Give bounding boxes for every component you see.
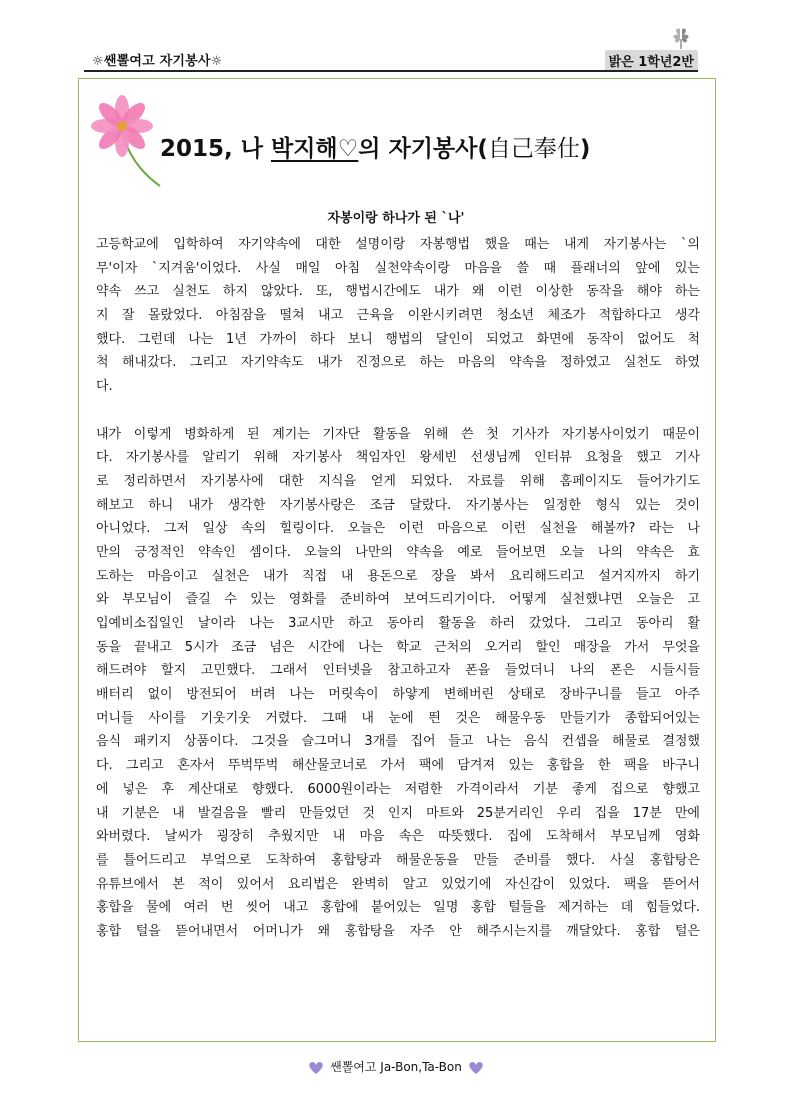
essay-paragraph [96,423,700,944]
header-divider [84,70,698,72]
essay-line: 와버렸다. 날씨가 굉장히 추웠지만 내 마음 속은 따뜻했다. 집에 도착해서 부모님께 영화 [96,829,700,845]
essay-line: 에 넣은 후 계산대로 향했다. 6000원이라는 저렴한 가격이라서 기분 좋게 집으로 향했고 [96,781,700,797]
page-title [160,130,660,163]
heart-right-icon [468,1061,484,1075]
essay-line: 와 부모님이 즐길 수 있는 영화를 준비하여 보여드리기이다. 어떻게 실천했냐면 오늘은 고 [96,592,700,608]
essay-line: 음식 패키지 상품이다. 그것을 슬그머니 3개를 집어 들고 나는 음식 컨셉을 해물로 결정했 [96,734,700,750]
footer [0,1058,792,1075]
title-hanja: 自己奉仕 [487,136,580,162]
essay-line: 로 정리하면서 자기봉사에 대한 지식을 얻게 되었다. 자료를 위해 홈페이지도 들어가기도 [96,473,700,489]
essay-line: 했다. 그런데 나는 1년 가까이 하다 보니 행법의 달인이 되었고 화면에 동작이 없어도 척 [96,331,700,347]
essay-line: 지 잘 몰랐었다. 아침잠을 떨쳐 내고 근육을 이완시키려면 청소년 체조가 적합하다고 생각 [96,308,700,324]
essay-line: 무'이자 `지겨움'이었다. 사실 매일 아침 실천약속이랑 마음을 쓸 때 플래너의 앞에 있는 [96,260,700,276]
header-class-badge: 밝은 1학년2반 [605,50,698,71]
essay-line: 유튜브에서 본 적이 있어서 요리법은 완벽히 알고 있었기에 자신감이 있었다. 팩을 뜯어서 [96,876,700,892]
title-close: ) [579,136,591,162]
essay-line: 도하는 마음이고 실천은 내가 직접 내 용돈으로 장을 봐서 요리해드리고 설거지까지 하기 [96,568,700,584]
essay-line: 머니들 사이를 기웃기웃 거렸다. 그때 내 눈에 띈 것은 해물우동 만들기가 종합되어있는 [96,710,700,726]
title-suffix: 의 자기봉사( [358,136,488,162]
essay-line: 해드려야 할지 고민했다. 그래서 인터넷을 참고하고자 폰을 들었더니 나의 폰은 시들시들 [96,663,700,679]
essay-line: 해보고 하니 내가 생각한 자기봉사랑은 조금 달랐다. 자기봉사는 일정한 형식 있는 것이 [96,497,700,513]
title-prefix: 2015, 나 [160,136,271,162]
essay-line: 동을 끝내고 5시가 조금 넘은 시간에 나는 학교 근처의 오거리 할인 매장을 가서 무엇을 [96,639,700,655]
essay-line: 아니었다. 그저 일상 속의 힐링이다. 오늘은 이런 마음으로 이런 실천을 해볼까? 라는 나 [96,521,700,537]
essay-paragraph [96,233,700,399]
clover-deco-icon [668,26,694,52]
essay-line: 척 해내갔다. 그리고 자기약속도 내가 진정으로 하는 마음의 약속을 정하였고 실천도 하였 [96,355,700,371]
essay-line: 만의 긍정적인 약속인 셈이다. 오늘의 나만의 약속을 예로 들어보면 오늘 나의 약속은 효 [96,544,700,560]
essay-line: 배터리 없이 방전되어 버려 나는 머릿속이 하얗게 변해버린 상태로 장바구니를 들고 아주 [96,687,700,703]
footer-text: 쌘뽈여고 Ja-Bon,Ta-Bon [330,1060,462,1074]
essay-subtitle: 자봉이랑 하나가 된 `나' [327,211,465,226]
essay-line: 다. 그리고 혼자서 뚜벅뚜벅 해산물코너로 가서 팩에 담겨져 있는 홍합을 한 팩을 바구니 [96,758,700,774]
heart-left-icon [308,1061,324,1075]
essay-body [96,233,700,944]
essay-line: 다. [96,379,113,395]
essay-line: 를 틀어드리고 부엌으로 도착하여 홍합탕과 해물운동을 만들 준비를 했다. 사실 홍합탕은 [96,852,700,868]
essay-line: 홍합 털을 뜯어내면서 어머니가 왜 홍합탕을 자주 안 해주시는지를 깨달았다. 홍합 털은 [96,923,700,939]
essay-line: 고등학교에 입학하여 자기약속에 대한 설명이랑 자봉행법 했을 때는 내게 자기봉사는 `의 [96,237,700,252]
essay-line: 내 기분은 내 발걸음을 빨리 만들었던 것 인지 마트와 25분거리인 우리 집을 17분 만에 [96,805,700,821]
essay-line: 입예비소집일인 날이라 나는 3교시만 하고 동아리 활동을 하러 갔었다. 그리고 동아리 활 [96,616,700,631]
essay-line: 내가 이렇게 병화하게 된 계기는 기자단 활동을 위해 쓴 첫 기사가 자기봉사이었기 때문이 [96,426,700,442]
cosmos-flower-icon [88,94,168,190]
header-left-label: ☼쌘뽈여고 자기봉사☼ [92,54,223,69]
essay-line: 다. 자기봉사를 알리기 위해 자기봉사 책임자인 왕세빈 선생님께 인터뷰 요청을 했고 기사 [96,450,700,466]
title-name: 박지해♡ [270,136,359,162]
essay-line: 약속 쓰고 실천도 하지 않았다. 또, 행법시간에도 내가 왜 이런 이상한 동작을 해야 하는 [96,284,700,300]
essay-line: 홍합을 물에 여러 번 씻어 내고 홍합에 붙어있는 일명 홍합 털들을 제거하는 데 힘들었다. [96,900,700,916]
